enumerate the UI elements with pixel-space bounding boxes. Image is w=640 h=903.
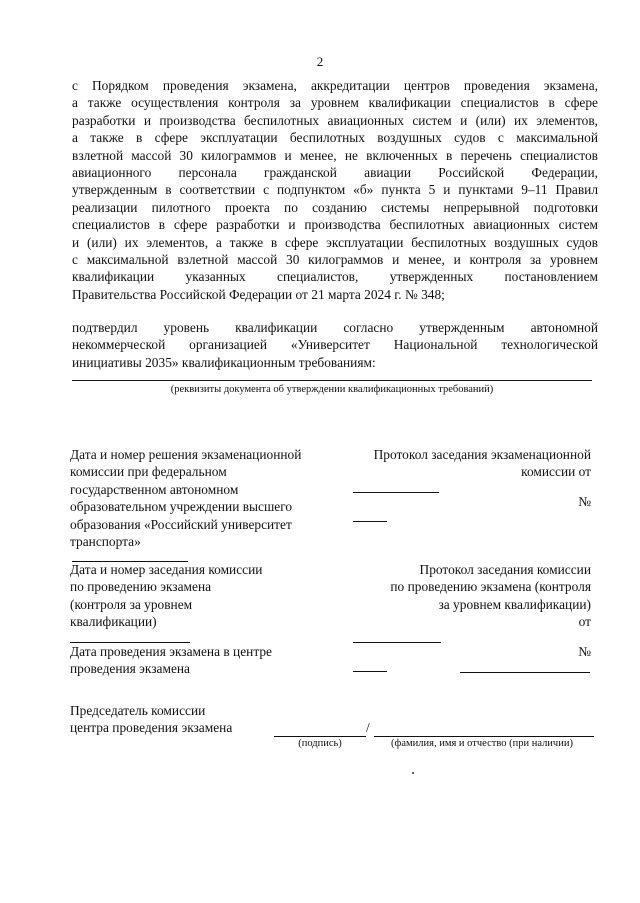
text-line: а также в сфере эксплуатации беспилотных воздушных судов с максимальной [72,130,598,146]
protocol-number-blank[interactable] [353,510,387,522]
text-line: с максимальной взлетной массой 30 килограммов и менее, и контроля за уровнем [72,252,598,268]
text-line: некоммерческой организацией «Университет Национальной технологической [72,337,598,353]
chairman-label [70,702,232,737]
slash-separator: / [366,720,370,735]
text-line: Протокол заседания комиссии [419,562,591,577]
text-fragment: квалификации) [70,614,157,630]
text-line: (контроля за уровнем [70,596,193,612]
text-line: за уровнем квалификации) [438,596,591,612]
exam-date-label [70,643,272,678]
text-line: образования «Российский университет [70,516,292,532]
text-line: Правительства Российской Федерации от 21 марта 2024 г. № 348; [72,286,445,302]
text-fragment: комиссии от [521,464,591,480]
text-line: центра проведения экзамена [70,720,233,736]
meeting-date-blank[interactable] [353,631,441,643]
number-sign: № [578,643,591,659]
text-line: реализации пилотного проекта по созданию системы непрерывной подготовки [72,199,598,215]
meeting-number-blank[interactable] [353,660,387,672]
text-line [353,613,591,672]
text-line: и (или) их элементов, а также в сфере эксплуатации беспилотных воздушных судов [72,234,598,250]
text-line: авиационного персонала гражданской авиации Российской Федерации, [72,165,598,181]
paragraph-confirmed [72,319,598,371]
text-line: а также осуществления контроля за уровнем квалификации специалистов в сфере [72,95,598,111]
text-line [70,613,262,642]
paragraph-procedure [72,77,598,303]
scan-speck [412,772,414,774]
requisites-line [72,380,592,381]
text-line: Протокол заседания экзаменационной [373,447,591,462]
text-line: разработки и производства беспилотных авиационных систем и (или) их элементов, [72,112,598,128]
signature-blank[interactable] [274,736,366,737]
text-line: Председатель комиссии [70,703,206,718]
number-sign: № [578,493,591,509]
text-line: Дата и номер решения экзаменационной [70,447,302,462]
text-line: инициативы 2035» квалификационным требованиям: [72,354,376,370]
full-name-blank[interactable] [374,736,594,737]
commission-meeting-label [70,561,262,643]
exam-commission-protocol [353,446,591,522]
full-name-caption: (фамилия, имя и отчество (при наличии) [391,738,573,749]
text-line: Дата и номер заседания комиссии [70,562,263,577]
text-line [353,463,591,522]
exam-commission-decision-label [70,446,301,562]
text-line: взлетной массой 30 килограммов и менее, не включенных в перечень специалистов [72,147,598,163]
meeting-blank[interactable] [70,631,190,643]
text-fragment: от [578,614,591,630]
text-line: специалистов в сфере разработки и производства беспилотных авиационных систем [72,217,598,233]
page-number: 2 [316,54,324,69]
text-line: подтвердил уровень квалификации согласно утвержденным автономной [72,320,598,335]
text-line: проведения экзамена [70,661,190,677]
text-line: утвержденным в соответствии с подпунктом «б» пункта 5 и пунктами 9–11 Правил [72,182,598,198]
text-line: комиссии при федеральном [70,464,227,480]
protocol-date-blank[interactable] [353,481,439,493]
text-line: образовательном учреждении высшего [70,499,293,515]
text-line [70,533,301,562]
signature-caption: (подпись) [298,738,342,749]
exam-date-blank[interactable] [460,672,590,673]
text-line: с Порядком проведения экзамена, аккредитации центров проведения экзамена, [72,78,598,93]
requisites-caption: (реквизиты документа об утверждении квалификационных требований) [170,384,494,395]
text-fragment: транспорта» [70,534,141,550]
text-line: государственном автономном [70,481,239,497]
text-line: по проведению экзамена (контроля [390,579,591,595]
text-line: по проведению экзамена [70,579,212,595]
commission-meeting-protocol [353,561,591,672]
text-line: квалификации указанных специалистов, утвержденных постановлением [72,269,598,285]
text-line: Дата проведения экзамена в центре [70,644,272,659]
